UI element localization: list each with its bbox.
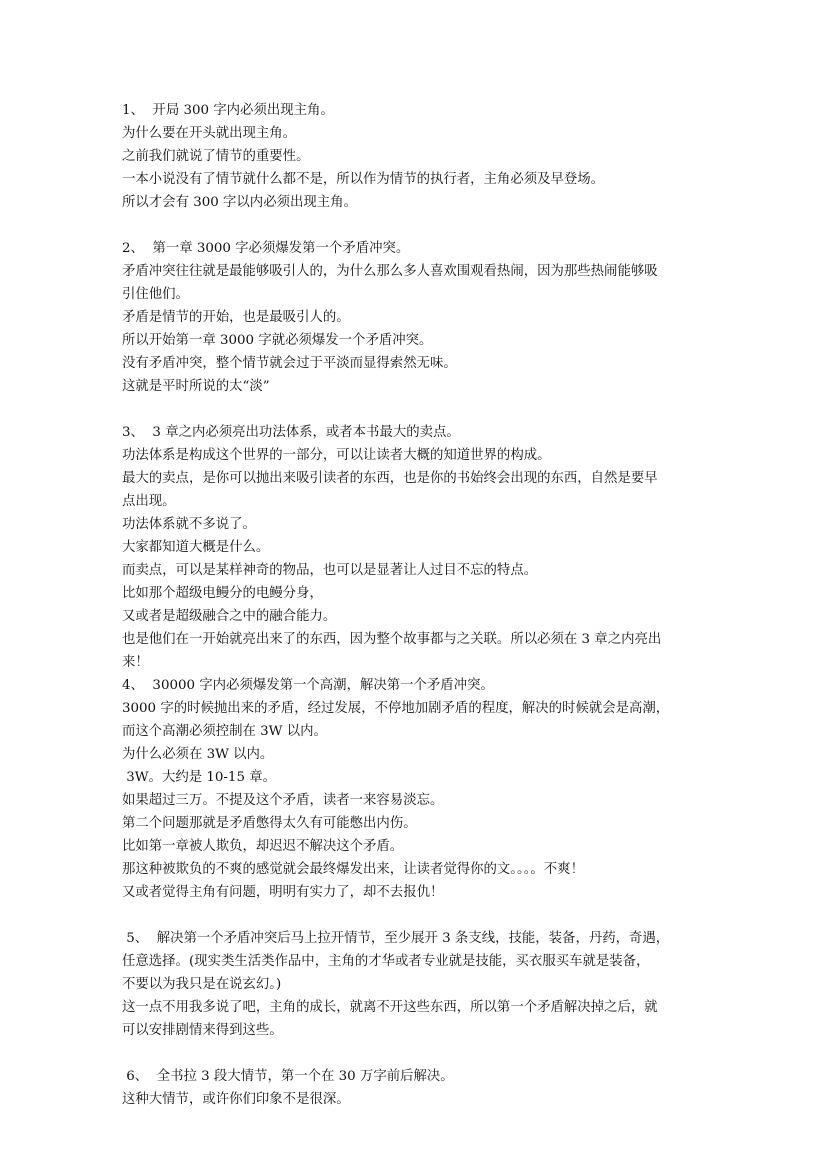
text-line: 这种大情节，或许你们印象不是很深。 [122,1092,350,1107]
text-line: 比如那个超级电鳗分的电鳗分身， [122,586,323,601]
blank-line [122,1042,712,1065]
text-line: 所以才会有 300 字以内必须出现主角。 [122,195,357,210]
text-line: 如果超过三万。不提及这个矛盾，读者一来容易淡忘。 [122,793,444,808]
text-line: 之前我们就说了情节的重要性。 [122,149,310,164]
text-line: 功法体系就不多说了。 [122,517,256,532]
text-line: 矛盾是情节的开始，也是最吸引人的。 [122,310,350,325]
blank-line [122,398,712,421]
text-line: 6、 全书拉 3 段大情节，第一个在 30 万字前后解决。 [122,1069,454,1084]
text-line: 矛盾冲突往往就是最能够吸引人的，为什么那么多人喜欢围观看热闹，因为那些热闹能够吸 [122,264,658,279]
text-line: 这一点不用我多说了吧，主角的成长，就离不开这些东西，所以第一个矛盾解决掉之后，就 [122,1000,658,1015]
text-line: 3W。大约是 10-15 章。 [122,770,277,785]
text-line: 又或者觉得主角有问题，明明有实力了，却不去报仇！ [122,885,444,900]
text-line: 4、 30000 字内必须爆发第一个高潮，解决第一个矛盾冲突。 [122,678,494,693]
text-line: 最大的卖点，是你可以抛出来吸引读者的东西，也是你的书始终会出现的东西，自然是要早 [122,471,658,486]
text-line: 而卖点，可以是某样神奇的物品，也可以是显著让人过目不忘的特点。 [122,563,538,578]
text-line: 点出现。 [122,494,176,509]
text-line: 5、 解决第一个矛盾冲突后马上拉开情节，至少展开 3 条支线，技能，装备，丹药，奇遇， [122,931,670,946]
text-line: 1、 开局 300 字内必须出现主角。 [122,103,334,118]
text-line: 没有矛盾冲突，整个情节就会过于平淡而显得索然无味。 [122,356,457,371]
text-line: 一本小说没有了情节就什么都不是，所以作为情节的执行者，主角必须及早登场。 [122,172,605,187]
text-line: 为什么必须在 3W 以内。 [122,747,274,762]
text-line: 引住他们。 [122,287,189,302]
text-line: 大家都知道大概是什么。 [122,540,270,555]
text-line: 3、 3 章之内必须亮出功法体系，或者本书最大的卖点。 [122,425,460,440]
text-line: 这就是平时所说的太“淡” [122,379,270,394]
document-body [122,99,712,1111]
blank-line [122,214,712,237]
text-line: 功法体系是构成这个世界的一部分，可以让读者大概的知道世界的构成。 [122,448,551,463]
text-line: 3000 字的时候抛出来的矛盾，经过发展，不停地加剧矛盾的程度，解决的时候就会是高潮， [122,701,670,716]
text-line: 那这种被欺负的不爽的感觉就会最终爆发出来，让读者觉得你的文。。。。不爽！ [122,862,584,877]
text-line: 为什么要在开头就出现主角。 [122,126,297,141]
text-line: 第二个问题那就是矛盾憋得太久有可能憋出内伤。 [122,816,417,831]
text-line: 又或者是超级融合之中的融合能力。 [122,609,337,624]
text-line: 不要以为我只是在说玄幻。) [122,977,282,992]
text-line: 任意选择。(现实类生活类作品中，主角的才华或者专业就是技能，买衣服买车就是装备， [122,954,650,969]
text-line: 所以开始第一章 3000 字就必须爆发一个矛盾冲突。 [122,333,433,348]
text-line: 比如第一章被人欺负，却迟迟不解决这个矛盾。 [122,839,404,854]
blank-line [122,904,712,927]
text-line: 来！ [122,655,149,670]
text-line: 可以安排剧情来得到这些。 [122,1023,283,1038]
text-line: 也是他们在一开始就亮出来了的东西，因为整个故事都与之关联。所以必须在 3 章之内亮出 [122,632,662,647]
text-line: 而这个高潮必须控制在 3W 以内。 [122,724,327,739]
text-line: 2、 第一章 3000 字必须爆发第一个矛盾冲突。 [122,241,410,256]
